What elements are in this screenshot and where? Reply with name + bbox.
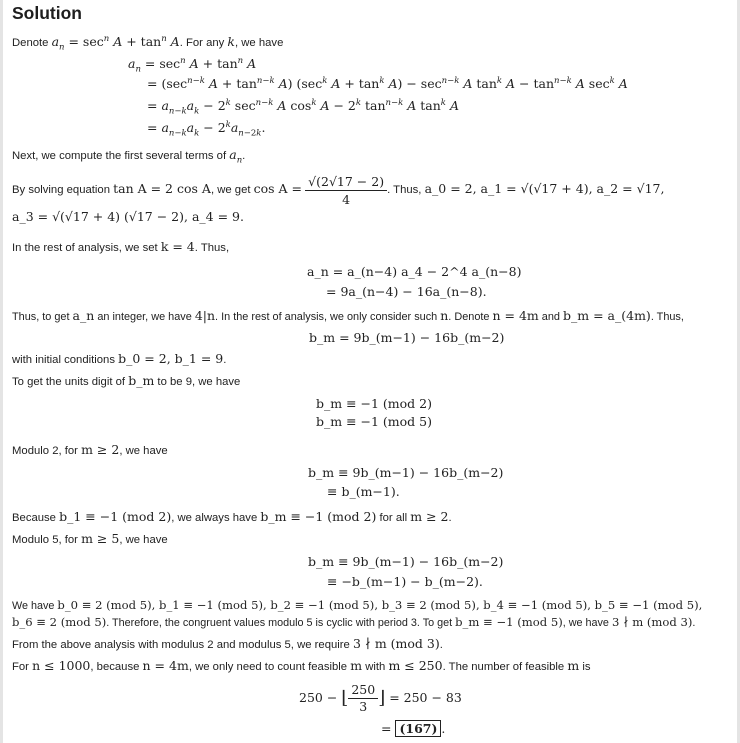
text-line-3: By solving equation tan A = 2 cos A, we get cos A = $\frac{√(2√17 - 2)}{4}$ . Thus, a_0 = 2, a_1 = √(√17 + 4), a_2 = √17, bbox=[12, 173, 665, 207]
eq2-row1: a_n = a_(n−4) a_4 − 2^4 a_(n−8) bbox=[307, 264, 522, 279]
text-line-10: Because b_1 ≡ −1 (mod 2), we always have b_m ≡ −1 (mod 2) for all m ≥ 2. bbox=[12, 509, 452, 524]
definition-line: Denote $a_n = \sec^n A + \tan^n A$. For any k, we have bbox=[12, 33, 284, 53]
eq2-row2: = 9a_(n−4) − 16a_(n−8). bbox=[326, 284, 487, 299]
text-line-4: a_3 = √(√17 + 4) (√17 − 2), a_4 = 9. bbox=[12, 209, 244, 224]
floor-fraction: $\frac{250}{3}$ bbox=[348, 682, 378, 715]
eq7-row2: = (167) . bbox=[381, 721, 446, 736]
left-border bbox=[0, 0, 3, 743]
text-line-12: We have b_0 ≡ 2 (mod 5), b_1 ≡ −1 (mod 5), b_2 ≡ −1 (mod 5), b_3 ≡ 2 (mod 5), b_4 ≡ −1 (mod 5), b_5 ≡ −1 (mod 5), bbox=[12, 598, 703, 612]
page-title: Solution bbox=[12, 3, 82, 23]
eq4-row1: b_m ≡ −1 (mod 2) bbox=[316, 396, 432, 411]
text-line-13: b_6 ≡ 2 (mod 5). Therefore, the congruent values modulo 5 is cyclic with period 3. To get b_m ≡ −1 (mod 5), we have 3 ∤ m (mod 3). bbox=[12, 615, 696, 629]
eq5-row1: b_m ≡ 9b_(m−1) − 16b_(m−2) bbox=[308, 465, 504, 480]
text-line-7: with initial conditions b_0 = 2, b_1 = 9. bbox=[12, 351, 227, 366]
eq7-row1: 250 − ⌊ $\frac{250}{3}$ ⌋ = 250 − 83 bbox=[299, 682, 462, 714]
text-line-14: From the above analysis with modulus 2 and modulus 5, we require 3 ∤ m (mod 3). bbox=[12, 636, 443, 651]
text-line-6: Thus, to get a_n an integer, we have 4|n. In the rest of analysis, we only consider such n. Denote n = 4m and b_m = a_(4m). Thus, bbox=[12, 308, 684, 323]
eq1-row4: = $a_{n-k}a_k - 2^ka_{n-2k}$. bbox=[147, 119, 266, 139]
eq3-row1: b_m = 9b_(m−1) − 16b_(m−2) bbox=[309, 330, 505, 345]
text-line-2: Next, we compute the first several terms of $a_n$. bbox=[12, 147, 246, 166]
text-line-11: Modulo 5, for m ≥ 5, we have bbox=[12, 531, 168, 546]
eq4-row2: b_m ≡ −1 (mod 5) bbox=[316, 414, 432, 429]
boxed-answer: (167) bbox=[395, 720, 441, 737]
eq6-row2: ≡ −b_(m−1) − b_(m−2). bbox=[327, 574, 483, 589]
cos-fraction: $\frac{√(2√17 - 2)}{4}$ bbox=[305, 173, 387, 208]
text-line-8: To get the units digit of b_m to be 9, we have bbox=[12, 373, 241, 388]
text-line-5: In the rest of analysis, we set k = 4. Thus, bbox=[12, 239, 230, 254]
text-line-15: For n ≤ 1000, because n = 4m, we only need to count feasible m with m ≤ 250. The number of feasible m is bbox=[12, 658, 591, 673]
eq6-row1: b_m ≡ 9b_(m−1) − 16b_(m−2) bbox=[308, 554, 504, 569]
eq5-row2: ≡ b_(m−1). bbox=[327, 484, 400, 499]
eq1-row2: = ($\sec^{n-k}$ $A + \tan^{n-k} A$) ($\sec^k$ $A + \tan^k A) - \sec^{n-k} A$ $\tan^k A - \tan^{n-k} A$ $\sec^k A$ bbox=[147, 75, 628, 91]
eq1-row1: $a_n = \sec^n A + \tan^n A$ bbox=[128, 55, 257, 75]
eq1-row3: = $a_{n-k}a_k - 2^k$ $\sec^{n-k} A$ $\cos^k A - 2^k$ $\tan^{n-k} A$ $\tan^k A$ bbox=[147, 97, 459, 117]
text-line-9: Modulo 2, for m ≥ 2, we have bbox=[12, 442, 168, 457]
